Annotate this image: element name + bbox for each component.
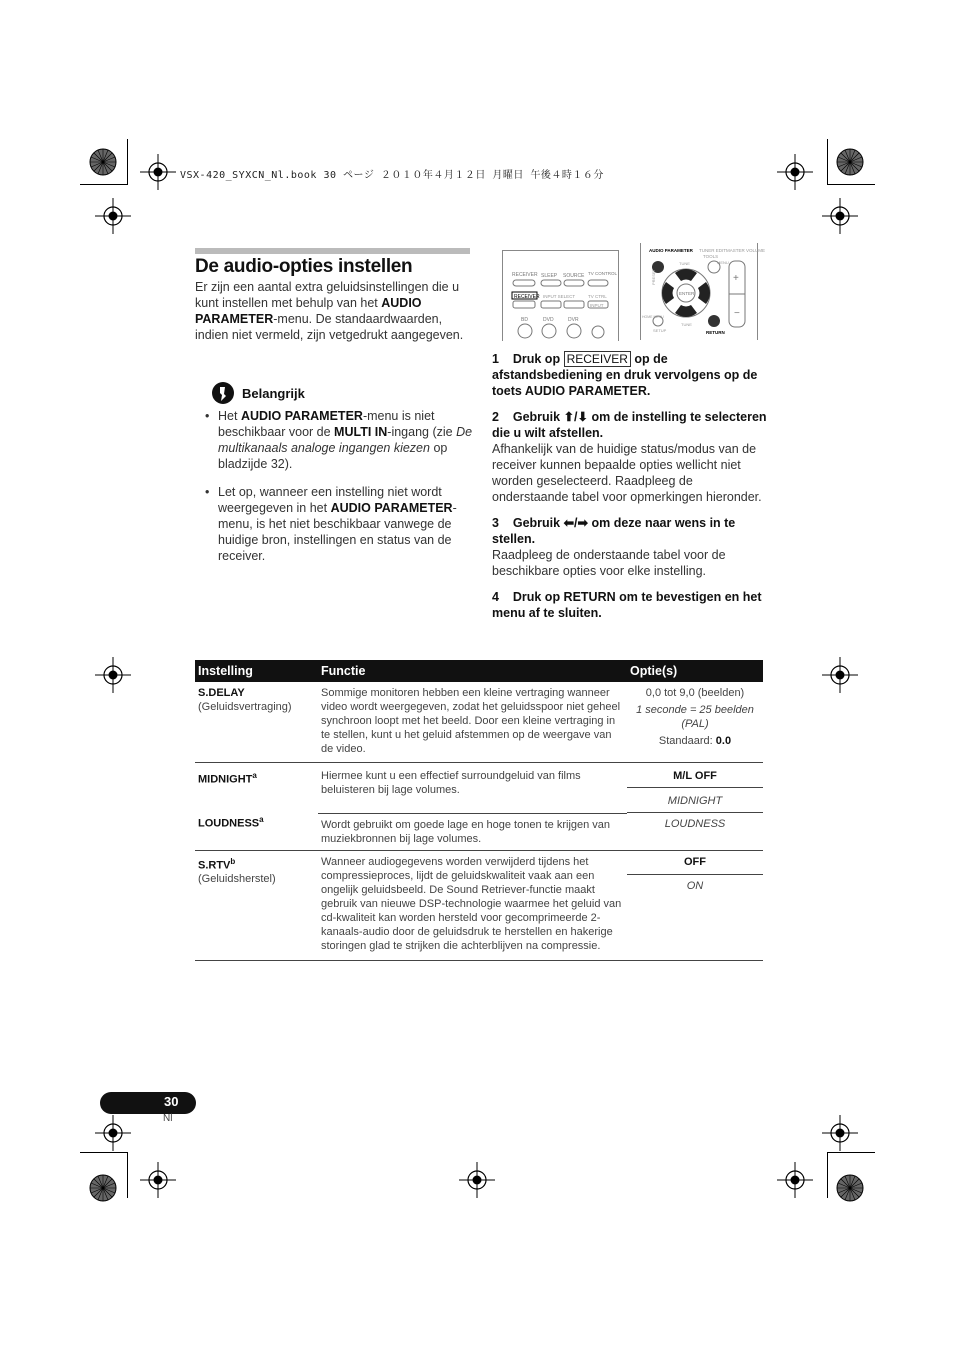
remote-label: RECEIVER: [512, 272, 538, 278]
option-value: M/L OFF: [627, 763, 763, 788]
list-item: • Let op, wanneer een instelling niet wordt weergegeven in het AUDIO PARAMETER-menu, is het niet beschikbaar vanwege de huidige bron, instellingen en status van de receiver.: [205, 485, 457, 563]
setting-name: MIDNIGHT$^a$: [198, 771, 257, 786]
page-language: Nl: [163, 1113, 173, 1124]
remote-label: BD: [521, 317, 528, 323]
table-row: [195, 850, 763, 960]
remote-label: DVR: [568, 317, 579, 323]
remote-label: TV CONTROL: [588, 271, 618, 276]
table-row: [195, 763, 763, 814]
option-value: ON: [686, 879, 704, 892]
setting-name: LOUDNESS$^a$: [198, 815, 264, 830]
remote-label: AUDIO PARAMETER: [649, 248, 693, 253]
section-title: De audio-opties instellen: [195, 256, 413, 277]
remote-label: ENTER: [679, 291, 695, 296]
important-icon: [212, 382, 234, 404]
setting-subtitle: (Geluidsherstel): [198, 873, 276, 886]
intro-paragraph: Er zijn een aantal extra geluidsinstellingen die u kunt instellen met behulp van het AUDIO PARAMETER-menu. De standaardwaarden, indien niet vermeld, zijn vetgedrukt aangegeven.: [195, 280, 464, 342]
setting-function: Wanneer audiogegevens worden verwijderd tijdens het compressieproces, lijdt de geluidskwaliteit vaak aan een ongelijk geluidsbeeld. De Sound Retriever-functie maakt gebruik van nieuwe DSP-technologie waarmee het geluid van cd-kwaliteit kan worden hersteld voor gecomprimeerde 2-kanaals-audio door de geluidsdruk te herstellen en hakerige storingen glad te strijken die achterblijven na compressie.: [321, 855, 622, 952]
remote-label: SETUP: [653, 328, 667, 333]
table-row: [195, 682, 763, 763]
setting-name: S.RTV$^b$: [198, 856, 236, 872]
remote-label: MENU: [717, 260, 729, 265]
important-heading: [212, 382, 305, 404]
remote-label: INPUT SELECT: [543, 294, 576, 299]
column-header: Optie(s): [627, 660, 763, 682]
list-item: • Het AUDIO PARAMETER-menu is niet beschikbaar voor de MULTI IN-ingang (zie De multikanaals analoge ingangen kiezen op bladzijde 32).: [205, 409, 473, 471]
remote-label: TUNE: [679, 261, 690, 266]
svg-text:+: +: [733, 273, 739, 284]
remote-illustration-left: [502, 250, 619, 341]
setting-name: S.DELAY: [198, 687, 245, 699]
remote-label: DVD: [543, 317, 554, 323]
column-header: Functie: [318, 660, 627, 682]
option-note: 1 seconde = 25 beelden (PAL): [636, 704, 754, 730]
setting-function: Hiermee kunt u een effectief surroundgeluid van films beluisteren bij lage volumes.: [321, 770, 581, 796]
setting-function: Wordt gebruikt om goede lage en hoge tonen te krijgen van muziekbronnen bij lage volumes.: [318, 813, 627, 850]
remote-label: INPUT: [590, 303, 604, 308]
remote-label: MASTER VOLUME: [726, 248, 766, 253]
remote-label: TUNE: [681, 322, 692, 327]
step-2: 2 Gebruik ⬆/⬇ om de instelling te selecteren die u wilt afstellen. Afhankelijk van de huidige status/modus van de receiver kunnen bepaalde opties wellicht niet worden geselecteerd. Raadpleeg de onderstaande tabel voor opmerkingen hieronder.: [492, 410, 767, 504]
options-table: [195, 660, 763, 961]
option-value: MIDNIGHT: [627, 788, 763, 813]
remote-label: HOME MENU: [642, 315, 664, 319]
title-rule: [195, 248, 470, 254]
file-header: VSX-420_SYXCN_Nl.book 30 ページ ２０１０年４月１２日 月曜日 午後４時１６分: [180, 170, 604, 181]
option-value: LOUDNESS: [664, 818, 726, 830]
setting-subtitle: (Geluidsvertraging): [198, 701, 292, 713]
step-4: 4 Druk op RETURN om te bevestigen en het menu af te sluiten.: [492, 590, 762, 620]
column-header: Instelling: [195, 660, 318, 682]
remote-label: RETURN: [706, 330, 725, 335]
option-value: 0,0 tot 9,0 (beelden): [645, 687, 745, 699]
setting-function: Sommige monitoren hebben een kleine vertraging wanneer video wordt weergegeven, zodat het geluidsspoor niet geheel synchroon loopt met het beeld. Door een kleine vertraging in te stellen, kunt u het geluid afstemmen op de weergave van de video.: [321, 687, 621, 755]
receiver-key: RECEIVER: [564, 351, 631, 367]
step-1: 1 Druk op RECEIVER op de afstandsbediening en druk vervolgens op de toets AUDIO PARAMETER.: [492, 352, 758, 398]
remote-illustration-right: [640, 243, 766, 340]
remote-label: PRESET: [651, 268, 656, 285]
option-value: OFF: [627, 851, 763, 875]
table-row: [195, 813, 763, 850]
remote-label: RECEIVER: [514, 294, 540, 300]
remote-label: SOURCE: [563, 273, 585, 279]
instruction-steps: [492, 351, 767, 631]
remote-label: TV CTRL: [588, 294, 607, 299]
page-number: 30: [164, 1094, 179, 1109]
step-3: 3 Gebruik ⬅/➡ om deze naar wens in te stellen. Raadpleeg de onderstaande tabel voor de beschikbare opties voor elke instelling.: [492, 516, 736, 578]
option-default: Standaard: 0.0: [658, 735, 732, 747]
important-label: Belangrijk: [242, 385, 305, 401]
remote-label: TUNER EDIT: [699, 248, 726, 253]
page-number-badge: [100, 1092, 196, 1114]
remote-label: TOOLS: [703, 254, 719, 259]
remote-label: SLEEP: [541, 273, 558, 279]
important-list: [205, 408, 473, 576]
svg-text:−: −: [734, 308, 740, 319]
